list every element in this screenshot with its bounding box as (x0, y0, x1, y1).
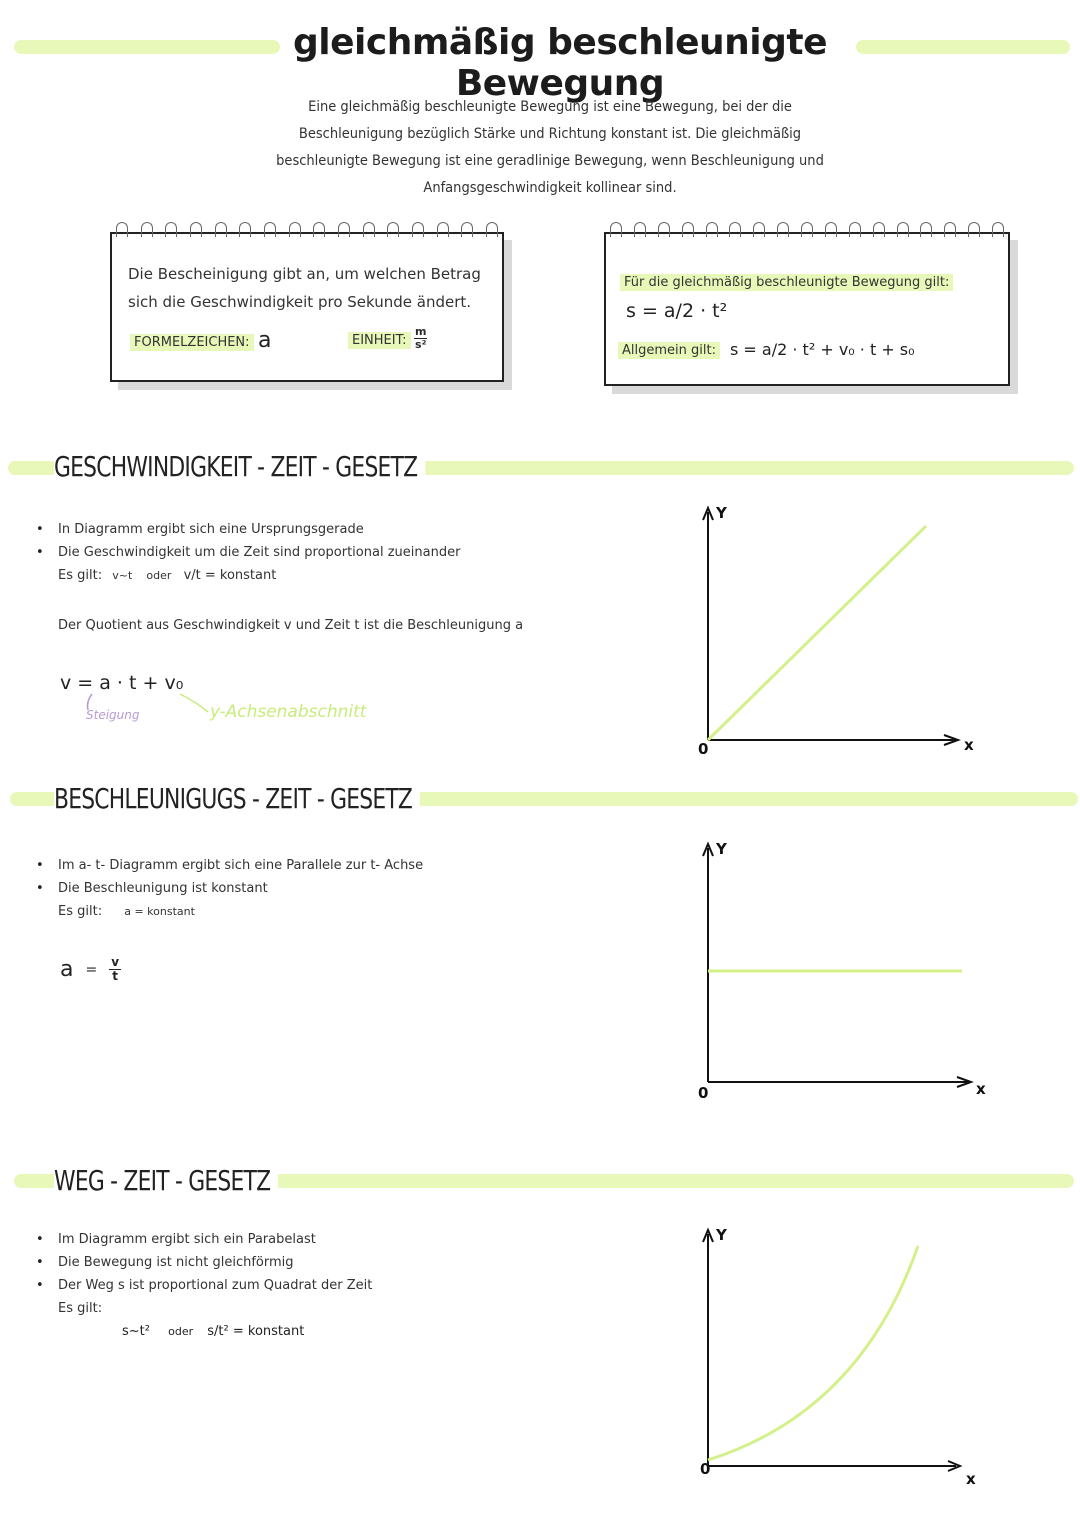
graph-constant (690, 836, 990, 1096)
section2-bullet-1: • Im a- t- Diagramm ergibt sich eine Parallele zur t- Achse (58, 854, 423, 877)
steigung-annotation: Steigung (86, 708, 140, 722)
definition-card (110, 232, 504, 382)
section2-formula-eq: = (85, 961, 98, 978)
formula-card (604, 232, 1010, 386)
graph2-x-label: x (976, 1080, 986, 1098)
page-title: gleichmäßig beschleunigte Bewegung (292, 22, 827, 104)
section2-title: BESCHLEUNIGUGS - ZEIT - GESETZ (54, 782, 420, 815)
section3-es-gilt: Es gilt: (58, 1301, 103, 1316)
section3-oder: oder (168, 1325, 194, 1338)
section1-highlight-right (396, 461, 1074, 475)
section1-title: GESCHWINDIGKEIT - ZEIT - GESETZ (54, 450, 425, 483)
section1-bullet-1: • In Diagramm ergibt sich eine Ursprungsgerade (58, 518, 460, 541)
graph3-curve (708, 1246, 918, 1460)
section3-prop2: s/t² = konstant (207, 1324, 305, 1339)
achsenabschnitt-annotation: y-Achsenabschnitt (210, 702, 367, 722)
einheit-label: EINHEIT: (348, 332, 411, 349)
einheit-numerator: m (415, 325, 427, 338)
title-highlight-left (14, 40, 280, 54)
section1-prop2: v/t = konstant (183, 568, 277, 583)
section3-bullet-2: • Die Bewegung ist nicht gleichförmig (58, 1251, 372, 1274)
section3-highlight-right (274, 1174, 1074, 1188)
graph1-x-label: x (964, 736, 974, 754)
section2-formula-a: a (60, 957, 74, 982)
section2-es-gilt (58, 900, 423, 923)
section2-formula-fraction (109, 956, 121, 983)
section2-formula-num: v (111, 955, 120, 969)
spiral-binding (610, 222, 1004, 242)
section2-bullets (58, 854, 423, 923)
definition-text: Die Bescheinigung gibt an, um welchen Betrag sich die Geschwindigkeit pro Sekunde ändert. (128, 265, 481, 311)
section1-bullets (58, 518, 460, 587)
section2-prop: a = konstant (124, 905, 195, 918)
einheit-fraction (414, 326, 427, 351)
graph1-y-label: Y (716, 504, 727, 522)
section2-highlight-right (394, 792, 1078, 806)
graph3-y-label: Y (716, 1226, 727, 1244)
section2-bullet-2: • Die Beschleunigung ist konstant (58, 877, 423, 900)
section3-bullets (58, 1228, 372, 1320)
section1-formula: v = a · t + v₀ (60, 672, 184, 694)
section1-oder: oder (146, 569, 172, 582)
section3-title: WEG - ZEIT - GESETZ (54, 1164, 278, 1197)
formelzeichen-label: FORMELZEICHEN: (130, 334, 254, 351)
section3-formula (122, 1324, 304, 1339)
title-highlight-right (856, 40, 1070, 54)
allgemein-label: Allgemein gilt: (618, 342, 720, 359)
section3-bullet-3: • Der Weg s ist proportional zum Quadrat der Zeit (58, 1274, 372, 1297)
section3-prop: s~t² (122, 1324, 150, 1339)
section2-formula (60, 956, 121, 983)
spiral-binding (116, 222, 498, 242)
section2-formula-den: t (112, 969, 118, 983)
formula-card-intro: Für die gleichmäßig beschleunigte Bewegung gilt: (620, 274, 953, 291)
graph2-y-label: Y (716, 840, 727, 858)
formelzeichen-value: a (258, 328, 272, 353)
graph1-origin: 0 (698, 740, 709, 758)
graph1-line (708, 526, 926, 740)
section1-prop: v~t (112, 569, 133, 582)
graph3-x-label: x (966, 1470, 976, 1488)
section1-bullet-2: • Die Geschwindigkeit um die Zeit sind proportional zueinander (58, 541, 460, 564)
formula-general: s = a/2 · t² + v₀ · t + s₀ (730, 340, 915, 359)
graph-parabola (690, 1222, 990, 1482)
section3-bullet-1: • Im Diagramm ergibt sich ein Parabelast (58, 1228, 372, 1251)
graph-linear (690, 500, 990, 760)
section2-es-gilt-label: Es gilt: (58, 904, 103, 919)
graph3-origin: 0 (700, 1460, 711, 1478)
section1-es-gilt (58, 564, 460, 587)
section1-es-gilt-label: Es gilt: (58, 568, 103, 583)
formula-simple: s = a/2 · t² (626, 300, 728, 322)
section1-quotient: Der Quotient aus Geschwindigkeit v und Zeit t ist die Beschleunigung a (58, 618, 524, 633)
einheit-denominator: s² (415, 338, 427, 351)
graph2-origin: 0 (698, 1084, 709, 1102)
intro-text: Eine gleichmäßig beschleunigte Bewegung ist eine Bewegung, bei der die Beschleunigung bezüglich Stärke und Richtung konstant ist. Die gleichmäßig beschleunigte Bewegung ist eine geradlinige Bewegung, wenn Beschleunigung und Anfangsgeschwindigkeit kollinear sind. (276, 99, 824, 196)
